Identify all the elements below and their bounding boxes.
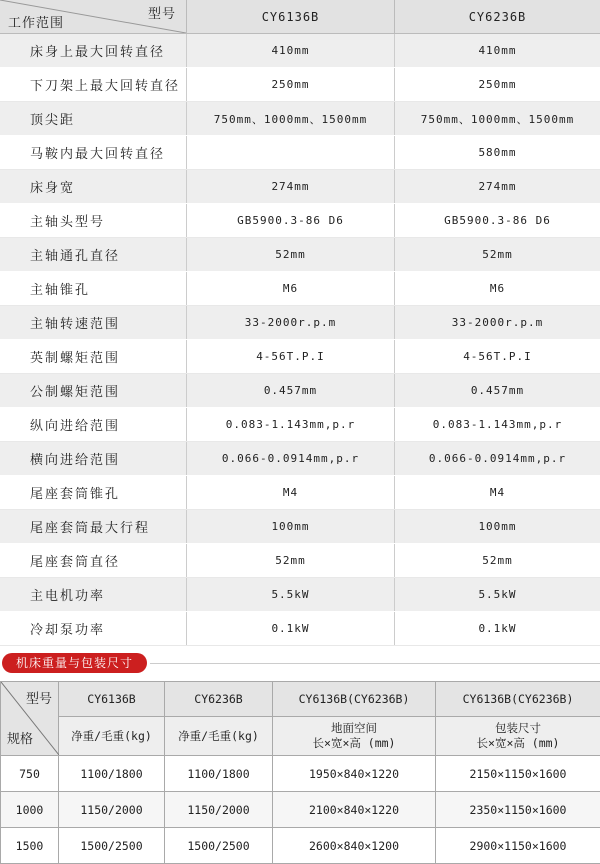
weight-row [1, 792, 600, 828]
corner-model-label: 型号 [148, 3, 176, 22]
spec-value-model2: 0.1kW [394, 612, 600, 645]
weight-value-cell: 2100×840×1220 [273, 792, 436, 828]
spec-row [0, 170, 600, 204]
weight-value-cell: 2600×840×1200 [273, 828, 436, 864]
spec-value-model2: 750mm、1000mm、1500mm [394, 102, 600, 135]
weight-table [0, 681, 600, 864]
weight-subheader [436, 717, 600, 756]
spec-row-label: 主轴通孔直径 [0, 238, 186, 271]
weight-spec-cell: 1500 [1, 828, 59, 864]
spec-value-model1: 0.066-0.0914mm,p.r [186, 442, 394, 475]
weight-subheader [273, 717, 436, 756]
spec-row-label: 英制螺矩范围 [0, 340, 186, 373]
spec-row [0, 204, 600, 238]
section-divider [150, 663, 600, 664]
corner-range-label: 工作范围 [8, 12, 64, 31]
model-header-2: CY6236B [394, 0, 600, 33]
spec-row [0, 272, 600, 306]
section-title-pill: 机床重量与包装尺寸 [2, 653, 147, 673]
spec-row-label: 公制螺矩范围 [0, 374, 186, 407]
weight-model-header: CY6136B [59, 682, 165, 717]
spec-row-label: 主轴锥孔 [0, 272, 186, 305]
spec-value-model2: 33-2000r.p.m [394, 306, 600, 339]
spec-header-row [0, 0, 600, 34]
weight-value-cell: 1150/2000 [165, 792, 273, 828]
subheader-line1: 地面空间 [273, 721, 435, 736]
spec-row [0, 136, 600, 170]
spec-value-model2: M6 [394, 272, 600, 305]
spec-value-model2: 52mm [394, 544, 600, 577]
spec-row-label: 马鞍内最大回转直径 [0, 136, 186, 169]
spec-row [0, 238, 600, 272]
weight-spec-cell: 1000 [1, 792, 59, 828]
weight-value-cell: 1500/2500 [165, 828, 273, 864]
spec-row-label: 床身宽 [0, 170, 186, 203]
weight-row [1, 828, 600, 864]
spec-value-model1: 0.457mm [186, 374, 394, 407]
spec-corner-cell [0, 0, 186, 33]
spec-row [0, 102, 600, 136]
spec-row [0, 612, 600, 646]
spec-value-model1: 0.1kW [186, 612, 394, 645]
spec-row-label: 主轴头型号 [0, 204, 186, 237]
spec-value-model1: 100mm [186, 510, 394, 543]
spec-row-label: 床身上最大回转直径 [0, 34, 186, 67]
weight-model-header: CY6136B(CY6236B) [273, 682, 436, 717]
weight-value-cell: 1150/2000 [59, 792, 165, 828]
subheader-text: 净重/毛重(kg) [178, 729, 259, 743]
spec-row-label: 尾座套筒最大行程 [0, 510, 186, 543]
spec-value-model1: 33-2000r.p.m [186, 306, 394, 339]
spec-row-label: 主电机功率 [0, 578, 186, 611]
spec-row [0, 510, 600, 544]
spec-row [0, 408, 600, 442]
spec-value-model2: 100mm [394, 510, 600, 543]
spec-value-model2: 274mm [394, 170, 600, 203]
weight-spec-cell: 750 [1, 756, 59, 792]
spec-value-model1: 4-56T.P.I [186, 340, 394, 373]
subheader-line1: 包装尺寸 [436, 721, 600, 736]
spec-value-model1: 274mm [186, 170, 394, 203]
weight-value-cell: 1500/2500 [59, 828, 165, 864]
spec-row [0, 340, 600, 374]
weight-subheader [165, 717, 273, 756]
weight-corner-spec: 规格 [7, 728, 33, 747]
spec-value-model2: 52mm [394, 238, 600, 271]
spec-row [0, 544, 600, 578]
spec-value-model1: GB5900.3-86 D6 [186, 204, 394, 237]
spec-row [0, 34, 600, 68]
weight-value-cell: 1100/1800 [59, 756, 165, 792]
weight-corner-model: 型号 [26, 688, 52, 707]
spec-row [0, 374, 600, 408]
spec-row [0, 68, 600, 102]
weight-header-row [1, 682, 600, 717]
spec-row-label: 下刀架上最大回转直径 [0, 68, 186, 101]
weight-value-cell: 1100/1800 [165, 756, 273, 792]
spec-value-model1: 410mm [186, 34, 394, 67]
model-header-1: CY6136B [186, 0, 394, 33]
weight-subheader-row [1, 717, 600, 756]
spec-value-model1: 250mm [186, 68, 394, 101]
spec-value-model2: 250mm [394, 68, 600, 101]
spec-value-model1: 750mm、1000mm、1500mm [186, 102, 394, 135]
spec-value-model2: 580mm [394, 136, 600, 169]
spec-row [0, 476, 600, 510]
subheader-line2: 长×宽×高 (mm) [436, 736, 600, 751]
spec-value-model1: 52mm [186, 544, 394, 577]
subheader-line2: 长×宽×高 (mm) [273, 736, 435, 751]
weight-value-cell: 2900×1150×1600 [436, 828, 600, 864]
subheader-text: 净重/毛重(kg) [71, 729, 152, 743]
weight-model-header: CY6236B [165, 682, 273, 717]
spec-row-label: 顶尖距 [0, 102, 186, 135]
spec-row-label: 横向进给范围 [0, 442, 186, 475]
spec-value-model2: 5.5kW [394, 578, 600, 611]
spec-value-model1: 0.083-1.143mm,p.r [186, 408, 394, 441]
spec-value-model2: 0.457mm [394, 374, 600, 407]
spec-row [0, 306, 600, 340]
spec-value-model1: 52mm [186, 238, 394, 271]
weight-value-cell: 1950×840×1220 [273, 756, 436, 792]
spec-row-label: 主轴转速范围 [0, 306, 186, 339]
spec-row-label: 尾座套筒锥孔 [0, 476, 186, 509]
weight-value-cell: 2350×1150×1600 [436, 792, 600, 828]
spec-value-model1 [186, 136, 394, 169]
spec-row [0, 442, 600, 476]
spec-row-label: 纵向进给范围 [0, 408, 186, 441]
spec-value-model2: 4-56T.P.I [394, 340, 600, 373]
weight-value-cell: 2150×1150×1600 [436, 756, 600, 792]
spec-value-model1: M6 [186, 272, 394, 305]
weight-model-header: CY6136B(CY6236B) [436, 682, 600, 717]
spec-rows [0, 34, 600, 646]
spec-value-model2: GB5900.3-86 D6 [394, 204, 600, 237]
spec-value-model2: 0.066-0.0914mm,p.r [394, 442, 600, 475]
weight-body [1, 756, 600, 864]
spec-row [0, 578, 600, 612]
spec-value-model1: 5.5kW [186, 578, 394, 611]
weight-corner-cell [1, 682, 59, 756]
spec-value-model2: M4 [394, 476, 600, 509]
spec-value-model2: 410mm [394, 34, 600, 67]
spec-row-label: 冷却泵功率 [0, 612, 186, 645]
spec-row-label: 尾座套筒直径 [0, 544, 186, 577]
weight-row [1, 756, 600, 792]
spec-value-model2: 0.083-1.143mm,p.r [394, 408, 600, 441]
spec-value-model1: M4 [186, 476, 394, 509]
weight-subheader [59, 717, 165, 756]
